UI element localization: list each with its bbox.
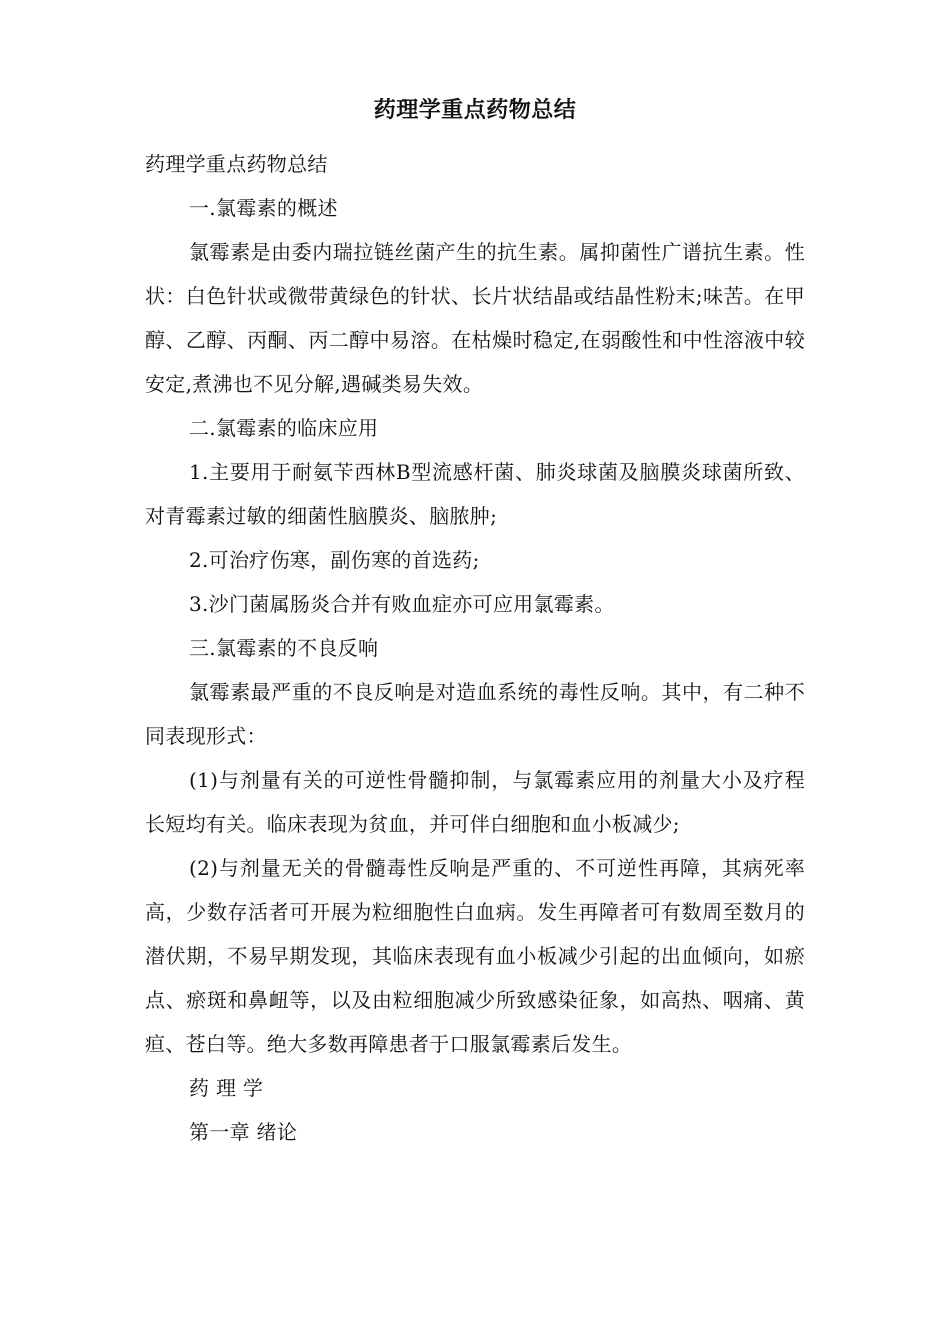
list-item-adverse-2: (2)与剂量无关的骨髓毒性反响是严重的、不可逆性再障，其病死率高，少数存活者可开展为粒细胞性白血病。发生再障者可有数周至数月的潜伏期，不易早期发现，其临床表现有血小板减少引起的出血倾向，如瘀点、瘀斑和鼻衄等，以及由粒细胞减少所致感染征象，如高热、咽痛、黄疸、苍白等。绝大多数再障患者于口服氯霉素后发生。 <box>145 856 805 1056</box>
paragraph-adverse-intro: 氯霉素最严重的不良反响是对造血系统的毒性反响。其中，有二种不同表现形式： <box>145 680 805 748</box>
list-item-clinical-3: 3.沙门菌属肠炎合并有败血症亦可应用氯霉素。 <box>189 592 615 616</box>
list-item-clinical-2: 2.可治疗伤寒，副伤寒的首选药; <box>189 548 480 572</box>
heading-pharmacology: 药 理 学 <box>189 1076 264 1100</box>
list-item-clinical-1: 1.主要用于耐氨苄西林B型流感杆菌、肺炎球菌及脑膜炎球菌所致、对青霉素过敏的细菌性脑膜炎、脑脓肿; <box>145 460 805 528</box>
heading-chapter-one: 第一章 绪论 <box>189 1120 298 1144</box>
list-item-adverse-1: (1)与剂量有关的可逆性骨髓抑制，与氯霉素应用的剂量大小及疗程长短均有关。临床表现为贫血，并可伴白细胞和血小板减少; <box>145 768 805 836</box>
section-heading-adverse-reactions: 三.氯霉素的不良反响 <box>189 636 379 660</box>
document-title: 药理学重点药物总结 <box>373 97 577 123</box>
document-body <box>145 142 805 1154</box>
section-heading-overview: 一.氯霉素的概述 <box>189 196 338 220</box>
paragraph-overview: 氯霉素是由委内瑞拉链丝菌产生的抗生素。属抑菌性广谱抗生素。性状：白色针状或微带黄绿色的针状、长片状结晶或结晶性粉末;味苦。在甲醇、乙醇、丙酮、丙二醇中易溶。在枯燥时稳定,在弱酸性和中性溶液中较安定,煮沸也不见分解,遇碱类易失效。 <box>145 240 805 396</box>
section-heading-clinical-use: 二.氯霉素的临床应用 <box>189 416 379 440</box>
paragraph-doc-heading: 药理学重点药物总结 <box>145 152 328 176</box>
